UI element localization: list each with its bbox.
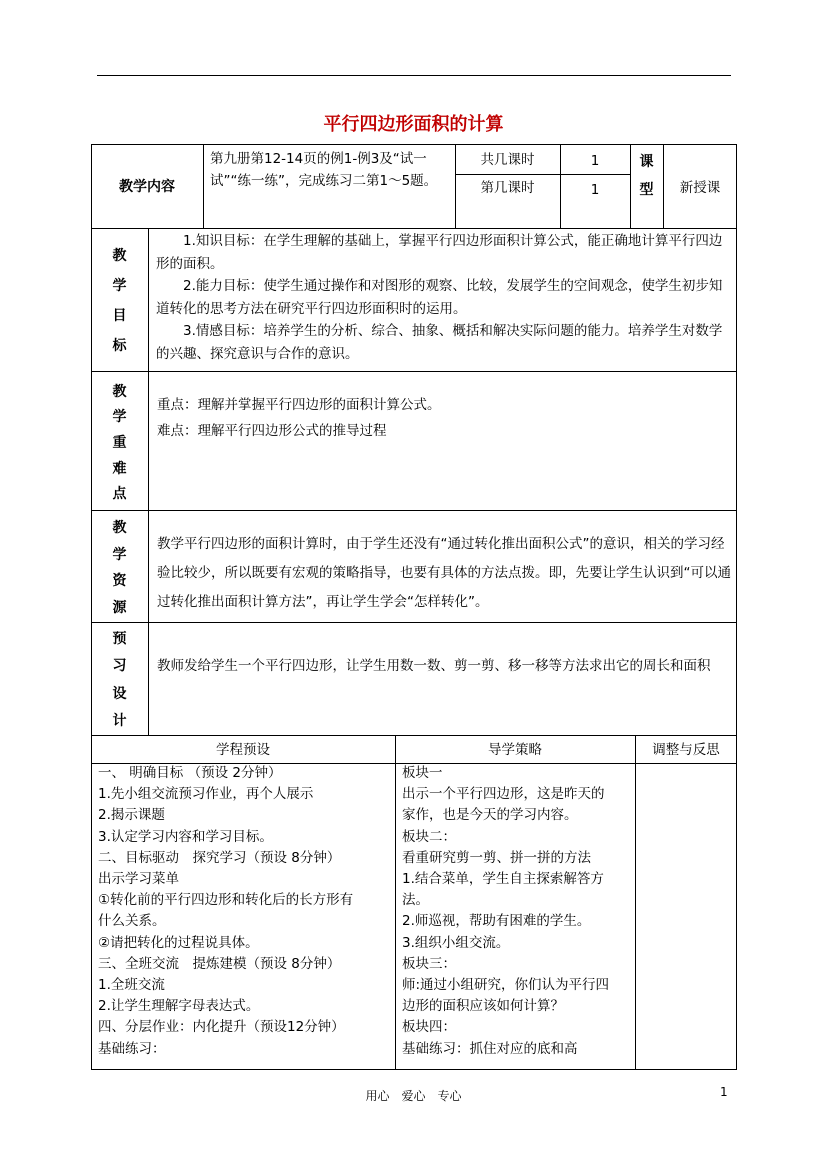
plan-line: 四、分层作业：内化提升（预设12分钟） — [98, 1019, 345, 1036]
key-points-label — [91, 378, 148, 506]
resources-label-char: 源 — [112, 599, 127, 616]
key-points-label-char: 重 — [112, 434, 127, 451]
strategy-line: 看重研究剪一剪、拼一拼的方法 — [402, 849, 591, 866]
key-points-label-char: 难 — [112, 460, 127, 477]
difficult-point-text: 难点：理解平行四边形公式的推导过程 — [157, 423, 387, 439]
lesson-number-value: 1 — [590, 182, 600, 198]
resources-label-char: 学 — [112, 546, 127, 563]
strategy-line: 板块三： — [402, 955, 456, 972]
strategy-line: 板块一 — [402, 765, 443, 781]
preview-label-char: 计 — [112, 713, 127, 730]
strategy-line: 出示一个平行四边形，这是昨天的 — [402, 786, 605, 803]
plan-line: 三、全班交流 提炼建模（预设 8分钟） — [98, 955, 341, 972]
lesson-type-label-1: 课 — [639, 154, 654, 170]
key-point-text: 重点：理解并掌握平行四边形的面积计算公式。 — [157, 397, 441, 413]
lessons-total-value: 1 — [590, 153, 600, 169]
plan-line: 1.全班交流 — [98, 977, 165, 994]
preview-label-char: 预 — [112, 630, 127, 647]
plan-header-process: 学程预设 — [216, 742, 270, 758]
row-divider — [91, 510, 737, 511]
preview-label-char: 设 — [112, 685, 127, 702]
preview-text: 教师发给学生一个平行四边形，让学生用数一数、剪一剪、移一移等方法求出它的周长和面积 — [157, 658, 711, 674]
plan-line: ②请把转化的过程说具体。 — [98, 934, 259, 951]
teaching-content-text: 第九册第12-14页的例1-例3及“试一试”“练一练”，完成练习二第1～5题。 — [210, 151, 438, 189]
strategy-line: 板块四： — [402, 1019, 456, 1036]
col-divider — [203, 144, 204, 228]
objectives-label-char: 学 — [112, 278, 127, 294]
plan-line: 什么关系。 — [98, 913, 166, 930]
resources-text: 教学平行四边形的面积计算时，由于学生还没有“通过转化推出面积公式”的意识，相关的学习经验比较少，所以既要有宏观的策略指导，也要有具体的方法点拨。即，先要让学生认识到“可以通过转化推出面积计算方法”，再让学生学会“怎样转化”。 — [157, 536, 731, 610]
plan-header-reflection: 调整与反思 — [652, 742, 720, 758]
strategy-line: 基础练习：抓住对应的底和高 — [402, 1040, 578, 1057]
objective-knowledge: 1.知识目标：在学生理解的基础上，掌握平行四边形面积计算公式，能正确地计算平行四边形的面积。 — [156, 233, 723, 272]
page-number: 1 — [720, 1085, 728, 1099]
objective-emotion: 3.情感目标：培养学生的分析、综合、抽象、概括和解决实际问题的能力。培养学生对数学的兴趣、探究意识与合作的意识。 — [156, 323, 723, 362]
row-divider — [91, 228, 737, 229]
plan-line: 出示学习菜单 — [98, 871, 179, 888]
header-rule — [97, 75, 731, 76]
strategy-line: 法。 — [402, 892, 429, 909]
plan-line: 2.让学生理解字母表达式。 — [98, 998, 260, 1015]
key-points-label-char: 学 — [112, 409, 127, 426]
footer-motto: 用心 爱心 专心 — [365, 1089, 462, 1103]
resources-label — [91, 514, 148, 620]
preview-label-char: 习 — [112, 658, 127, 675]
lesson-type-label-2: 型 — [639, 182, 654, 198]
key-points-label-char: 教 — [112, 383, 127, 400]
strategy-line: 板块二： — [402, 828, 456, 845]
preview-label — [91, 624, 148, 734]
strategy-line: 2.师巡视，帮助有困难的学生。 — [402, 913, 591, 930]
plan-line: 二、目标驱动 探究学习（预设 8分钟） — [98, 849, 341, 866]
teaching-content-label: 教学内容 — [119, 179, 175, 195]
objectives-label-char: 标 — [112, 338, 127, 354]
key-points-label-char: 点 — [112, 486, 127, 503]
objective-ability: 2.能力目标：使学生通过操作和对图形的观察、比较，发展学生的空间观念，使学生初步知道转化的思考方法在研究平行四边形面积时的运用。 — [156, 278, 723, 317]
plan-strategy-column — [402, 763, 634, 1060]
row-divider — [91, 622, 737, 623]
col-divider — [395, 735, 396, 1070]
strategy-line: 师:通过小组研究，你们认为平行四 — [402, 977, 610, 994]
col-divider — [635, 735, 636, 1070]
plan-line: 一、 明确目标 （预设 2分钟） — [98, 765, 282, 781]
row-divider — [91, 371, 737, 372]
lesson-number-label: 第几课时 — [480, 180, 535, 196]
plan-process-column — [98, 763, 393, 1060]
page-title: 平行四边形面积的计算 — [323, 114, 504, 135]
plan-header-strategy: 导学策略 — [488, 742, 542, 758]
col-divider — [148, 228, 149, 735]
objectives-text — [156, 230, 732, 365]
row-divider — [91, 735, 737, 736]
plan-line: 2.揭示课题 — [98, 807, 165, 824]
objectives-label-char: 目 — [112, 308, 127, 324]
objectives-label — [91, 240, 148, 360]
resources-label-char: 教 — [112, 520, 127, 537]
plan-line: 基础练习： — [98, 1040, 166, 1057]
plan-line: 3.认定学习内容和学习目标。 — [98, 828, 273, 845]
strategy-line: 1.结合菜单，学生自主探索解答方 — [402, 871, 604, 888]
strategy-line: 边形的面积应该如何计算？ — [402, 998, 564, 1015]
objectives-label-char: 教 — [112, 248, 127, 264]
resources-label-char: 资 — [112, 573, 127, 590]
plan-line: ①转化前的平行四边形和转化后的长方形有 — [98, 892, 354, 909]
lessons-total-label: 共几课时 — [480, 152, 535, 168]
lesson-type-value: 新授课 — [679, 180, 721, 196]
row-divider — [455, 174, 630, 175]
strategy-line: 家作，也是今天的学习内容。 — [402, 807, 578, 824]
strategy-line: 3.组织小组交流。 — [402, 934, 510, 951]
plan-line: 1.先小组交流预习作业，再个人展示 — [98, 786, 314, 803]
